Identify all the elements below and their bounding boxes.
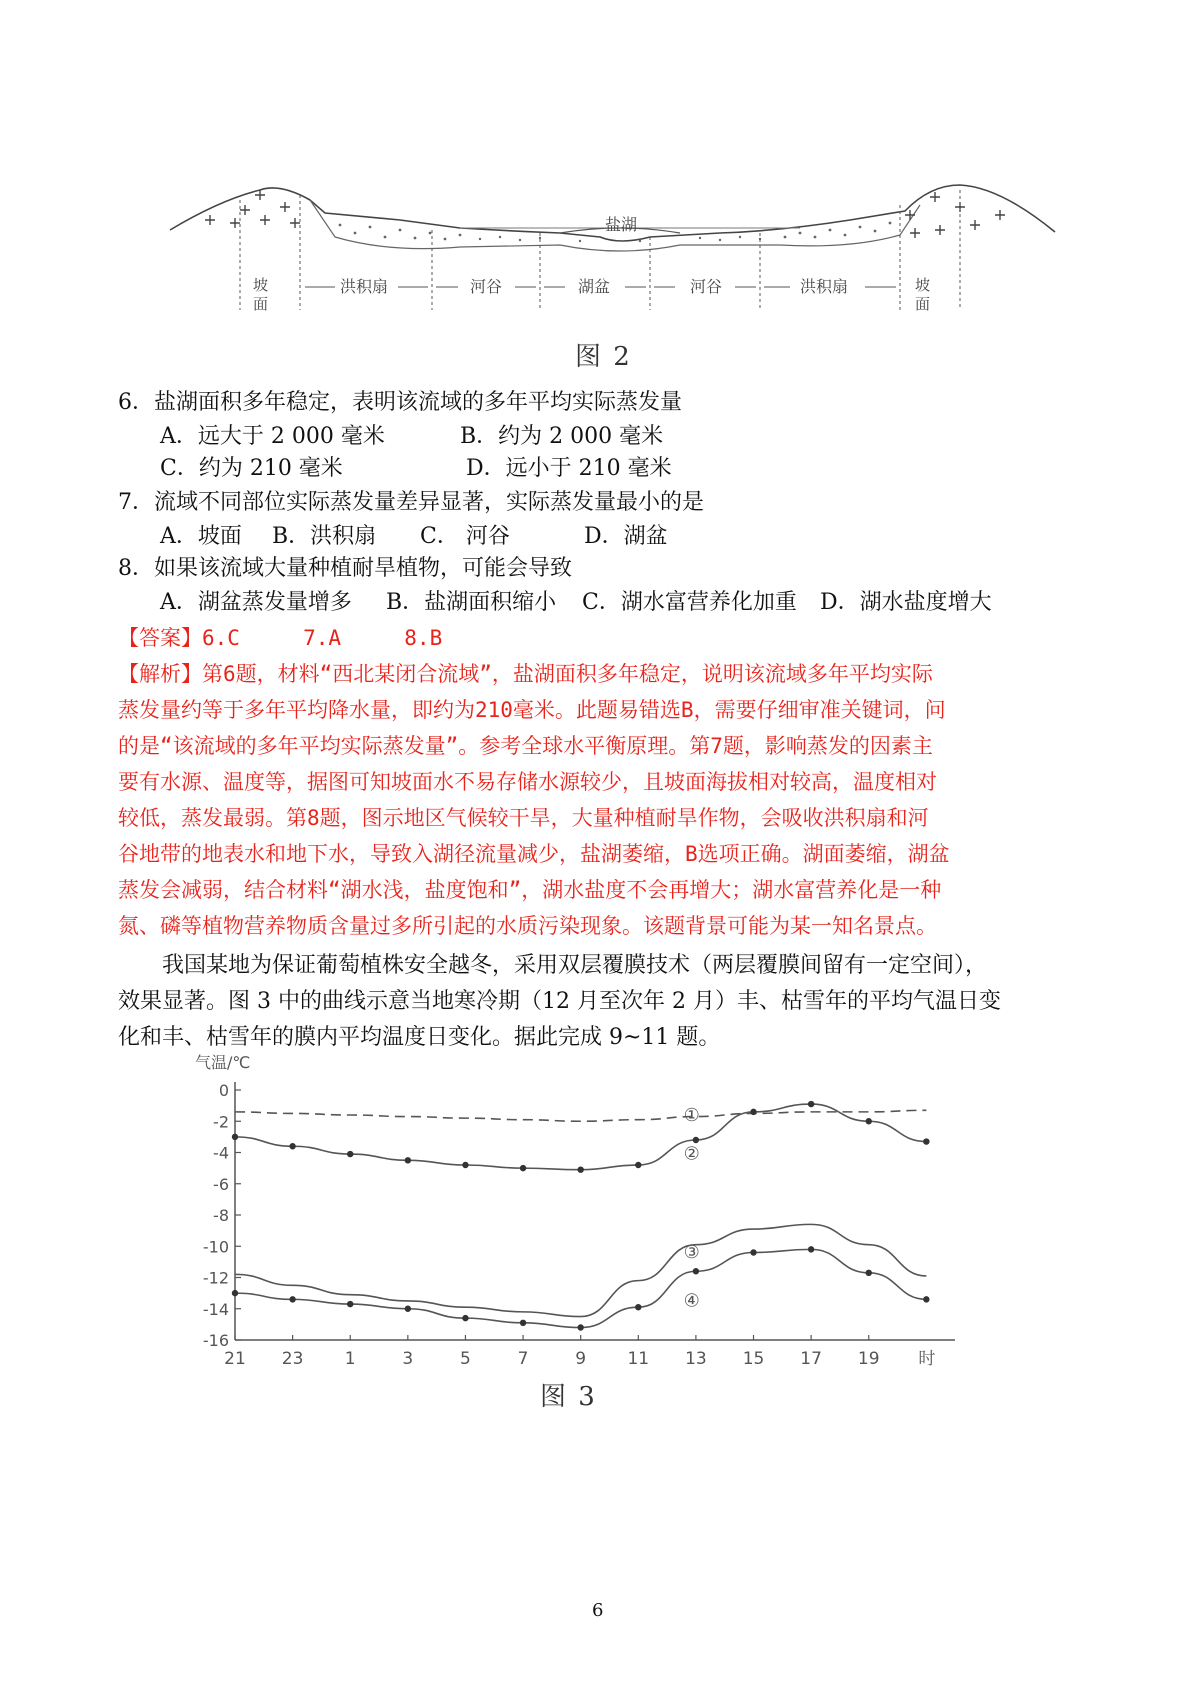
zone-label: 洪积扇 [800, 277, 849, 296]
intro-line: 效果显著。图 3 中的曲线示意当地寒冷期（12 月至次年 2 月）丰、枯雪年的平均气温日变 [118, 989, 1001, 1014]
y-tick-label: -12 [202, 1268, 229, 1288]
series-label: ④ [683, 1290, 700, 1312]
data-point [750, 1109, 756, 1115]
analysis-line: 的是“该流域的多年平均实际蒸发量”。参考全球水平衡原理。第7题，影响蒸发的因素主 [118, 734, 933, 758]
analysis-block [118, 656, 1078, 944]
data-point [405, 1157, 411, 1163]
option: D．远小于 210 毫米 [466, 456, 672, 481]
y-tick-label: -16 [202, 1331, 229, 1350]
data-point [232, 1290, 238, 1296]
series-line [235, 1104, 926, 1170]
data-point [347, 1151, 353, 1157]
data-point [866, 1118, 872, 1124]
zone-label: 湖盆 [578, 277, 611, 296]
series-label: ① [683, 1104, 700, 1126]
option: C．湖水富营养化加重 [582, 590, 797, 615]
option: B．盐湖面积缩小 [386, 590, 557, 615]
zone-label: 坡面 [913, 277, 931, 315]
x-tick-label: 21 [224, 1349, 246, 1369]
y-tick-label: -8 [213, 1206, 229, 1225]
data-point [923, 1296, 929, 1302]
data-point [289, 1296, 295, 1302]
data-point [520, 1320, 526, 1326]
x-tick-label: 19 [857, 1349, 880, 1369]
series-label: ③ [683, 1241, 700, 1263]
page-number: 6 [592, 1600, 604, 1621]
question-7-stem: 7．流域不同部位实际蒸发量差异显著，实际蒸发量最小的是 [118, 490, 704, 515]
option: B．洪积扇 [272, 524, 377, 549]
question-8-stem: 8．如果该流域大量种植耐旱植物，可能会导致 [118, 556, 572, 581]
x-tick-label: 1 [344, 1349, 356, 1369]
series-line [235, 1110, 926, 1121]
lake-label: 盐湖 [605, 215, 638, 234]
data-point [693, 1268, 699, 1274]
intro-paragraph [118, 948, 1078, 1056]
option: D．湖盆 [584, 524, 668, 549]
x-tick-label: 5 [460, 1349, 471, 1369]
data-point [289, 1143, 295, 1149]
data-point [520, 1165, 526, 1171]
x-axis-unit: 时 [918, 1349, 936, 1369]
analysis-line: 较低，蒸发最弱。第8题，图示地区气候较干旱，大量种植耐旱作物，会吸收洪积扇和河 [118, 806, 929, 830]
figure-2-caption: 图 2 [575, 342, 632, 372]
y-tick-label: -4 [213, 1143, 229, 1163]
data-point [693, 1137, 699, 1143]
y-tick-label: 0 [218, 1081, 229, 1100]
y-tick-label: -10 [202, 1237, 229, 1257]
option: A．湖盆蒸发量增多 [160, 590, 352, 615]
data-point [635, 1304, 641, 1310]
option: A．远大于 2 000 毫米 [160, 424, 385, 449]
series-label: ② [683, 1143, 700, 1165]
data-point [232, 1134, 238, 1140]
data-point [577, 1324, 583, 1330]
answer-line: 【答案】6.C 7.A 8.B [118, 626, 443, 650]
y-tick-label: -2 [213, 1112, 229, 1132]
question-6-stem: 6．盐湖面积多年稳定，表明该流域的多年平均实际蒸发量 [118, 390, 682, 415]
x-tick-label: 15 [742, 1349, 765, 1369]
intro-line: 化和丰、枯雪年的膜内平均温度日变化。据此完成 9~11 题。 [118, 1025, 721, 1050]
data-point [635, 1162, 641, 1168]
data-point [808, 1101, 814, 1107]
data-point [462, 1162, 468, 1168]
zone-label: 河谷 [470, 277, 503, 296]
x-tick-label: 11 [627, 1349, 650, 1369]
data-point [923, 1138, 929, 1144]
figure-3-caption: 图 3 [540, 1382, 597, 1412]
x-tick-label: 23 [281, 1349, 304, 1369]
option: A．坡面 [160, 524, 242, 549]
analysis-line: 谷地带的地表水和地下水，导致入湖径流量减少，盐湖萎缩，B选项正确。湖面萎缩，湖盆 [118, 842, 950, 866]
y-axis-label: 气温/℃ [195, 1053, 251, 1072]
x-tick-label: 7 [517, 1349, 529, 1369]
option: B．约为 2 000 毫米 [460, 424, 664, 449]
figure-2-cross-section [160, 175, 1060, 335]
y-tick-label: -14 [202, 1299, 229, 1319]
y-tick-label: -6 [213, 1174, 229, 1194]
data-point [405, 1306, 411, 1312]
analysis-line: 【解析】第6题，材料“西北某闭合流域”，盐湖面积多年稳定，说明该流域多年平均实际 [118, 662, 933, 686]
data-point [808, 1246, 814, 1252]
data-point [866, 1270, 872, 1276]
intro-line: 我国某地为保证葡萄植株安全越冬，采用双层覆膜技术（两层覆膜间留有一定空间）， [162, 953, 988, 978]
data-point [577, 1166, 583, 1172]
analysis-line: 氮、磷等植物营养物质含量过多所引起的水质污染现象。该题背景可能为某一知名景点。 [118, 914, 937, 938]
x-tick-label: 3 [402, 1349, 414, 1369]
option: D．湖水盐度增大 [820, 590, 992, 615]
series-line [235, 1224, 926, 1316]
zone-label: 坡面 [251, 277, 269, 315]
x-tick-label: 9 [575, 1349, 587, 1369]
option: C． 河谷 [420, 524, 510, 549]
x-tick-label: 17 [800, 1349, 822, 1369]
option: C．约为 210 毫米 [160, 456, 343, 481]
zone-label: 河谷 [690, 277, 723, 296]
analysis-line: 要有水源、温度等，据图可知坡面水不易存储水源较少，且坡面海拔相对较高，温度相对 [118, 770, 937, 794]
analysis-line: 蒸发量约等于多年平均降水量，即约为210毫米。此题易错选B，需要仔细审准关键词，问 [118, 698, 946, 722]
data-point [462, 1315, 468, 1321]
x-tick-label: 13 [685, 1349, 707, 1369]
figure-3-chart [180, 1050, 980, 1370]
data-point [750, 1249, 756, 1255]
data-point [347, 1301, 353, 1307]
analysis-line: 蒸发会减弱，结合材料“湖水浅，盐度饱和”，湖水盐度不会再增大；湖水富营养化是一种 [118, 878, 942, 902]
zone-label: 洪积扇 [340, 277, 389, 296]
